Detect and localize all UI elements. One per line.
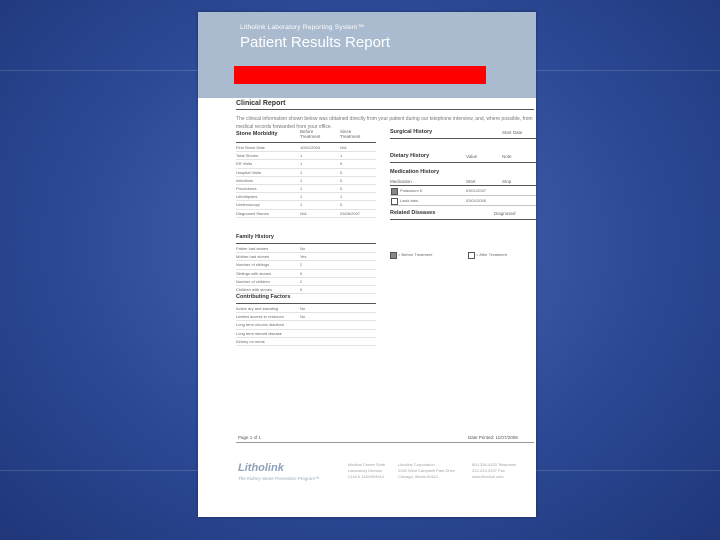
- dietary-history-heading: Dietary History: [390, 153, 430, 159]
- page-number: Page 1 of 1: [238, 435, 262, 440]
- table-row: [236, 193, 376, 201]
- table-row: [236, 169, 376, 177]
- table-row: [236, 305, 376, 313]
- divider: [236, 303, 376, 304]
- footer-address: Medical Center Suite Laboratory Director CLIA # 14D0903914: [348, 462, 386, 479]
- legend-before-label: = Before Treatment: [398, 252, 433, 257]
- col-since-treatment: Since Treatment: [340, 129, 361, 139]
- footer-contact: 800-338-4333 Telephone 312-243-3297 Fax www.litholink.com: [472, 462, 517, 479]
- table-cell: Number of children: [236, 278, 270, 284]
- section-title: Clinical Report: [236, 100, 286, 107]
- table-row: [236, 270, 376, 278]
- table-cell: Siblings with stones: [236, 270, 272, 276]
- col-before-treatment: Before Treatment: [300, 129, 321, 139]
- medication-history-heading: Medication History: [390, 169, 440, 175]
- medication-start: 03/01/2005: [466, 198, 487, 203]
- table-cell: Procedures: [236, 185, 257, 191]
- table-cell: 1: [300, 161, 303, 167]
- divider: [390, 162, 536, 163]
- medication-name: Potassium K: [400, 188, 423, 193]
- surgical-history-heading: Surgical History: [390, 129, 433, 135]
- table-cell: Lithotripsies: [236, 194, 258, 200]
- medication-start: 03/01/2007: [466, 188, 487, 193]
- table-cell: N/A: [340, 145, 347, 150]
- table-cell: 10/01/2004: [300, 145, 321, 150]
- table-cell: N/A: [300, 210, 307, 216]
- footer-office: Litholink Corporation 2250 West Campbell Park Drive Chicago, Illinois 60612: [398, 462, 455, 479]
- table-row: [236, 321, 376, 329]
- table-cell: 1: [340, 153, 343, 159]
- table-cell: No: [300, 306, 306, 311]
- table-cell: 0: [340, 185, 343, 191]
- table-cell: Active dry and sweating: [236, 306, 279, 311]
- table-cell: Children with stones: [236, 286, 273, 292]
- table-cell: Number of siblings: [236, 262, 270, 268]
- table-cell: Yes: [300, 254, 307, 260]
- surgical-col-start: Start Date: [502, 130, 523, 135]
- table-cell: ER Visits: [236, 161, 253, 167]
- table-cell: 03/06/2007: [340, 210, 361, 216]
- table-cell: 2: [300, 262, 303, 268]
- table-cell: 0: [340, 177, 343, 183]
- table-cell: Long term chronic diarrhea: [236, 322, 284, 328]
- medication-name: Lasix tabs: [400, 198, 419, 203]
- medication-row: [390, 187, 536, 195]
- table-cell: 0: [300, 270, 303, 276]
- table-cell: Ureteroscopy: [236, 202, 260, 208]
- table-row: [236, 253, 376, 261]
- table-cell: No: [300, 246, 306, 251]
- family-history-heading: Family History: [236, 234, 274, 240]
- family-history-table: [236, 245, 376, 294]
- table-row: [236, 210, 376, 218]
- divider: [390, 138, 536, 139]
- treatment-legend: [390, 251, 536, 259]
- before-treatment-icon: [390, 252, 397, 259]
- table-row: [236, 330, 376, 338]
- dietary-col-value: Value: [466, 154, 478, 159]
- table-row: [236, 177, 376, 185]
- after-treatment-icon: [391, 198, 398, 205]
- dietary-col-note: Note: [502, 154, 512, 159]
- table-row: [236, 278, 376, 286]
- brand-line: Litholink Laboratory Reporting System™: [240, 24, 365, 31]
- medication-col-start: Start: [466, 179, 476, 184]
- table-cell: 0: [300, 286, 303, 292]
- table-cell: 1: [300, 202, 303, 208]
- table-cell: 1: [300, 153, 303, 159]
- table-cell: Infections: [236, 177, 254, 183]
- contributing-factors-table: [236, 305, 376, 346]
- table-row: [236, 338, 376, 346]
- table-cell: 0: [340, 169, 343, 175]
- contributing-factors-heading: Contributing Factors: [236, 294, 291, 300]
- intro-text: The clinical information shown below was obtained directly from your patient during our telephone interview, and, where possible, from medical records forwarded from your office.: [236, 116, 533, 130]
- related-col-diagnosed: Diagnosed: [494, 211, 516, 216]
- divider: [236, 243, 376, 244]
- report-page: [198, 12, 536, 517]
- medication-row: [390, 197, 536, 205]
- table-row: [236, 286, 376, 294]
- divider: [236, 142, 376, 143]
- table-cell: 1: [300, 194, 303, 200]
- table-row: [236, 245, 376, 253]
- table-cell: 1: [300, 169, 303, 175]
- litholink-logo: Litholink: [238, 462, 284, 474]
- table-cell: 1: [340, 194, 343, 200]
- date-printed: Date Printed: 11/07/2008: [468, 435, 518, 440]
- table-cell: Limited access to restroom: [236, 314, 284, 320]
- table-row: [236, 201, 376, 209]
- table-row: [236, 144, 376, 152]
- table-cell: Kidney on meds: [236, 338, 265, 344]
- stone-morbidity-heading: Stone Morbidity: [236, 131, 278, 137]
- report-banner: [198, 12, 536, 98]
- table-cell: 1: [300, 185, 303, 191]
- table-cell: Father had stones: [236, 246, 269, 251]
- divider: [236, 109, 534, 110]
- medication-col-name: Medication: [390, 179, 412, 184]
- legend-after-label: = After Treatment: [476, 252, 507, 257]
- divider: [390, 219, 536, 220]
- before-treatment-icon: [391, 188, 398, 195]
- redaction-bar: [234, 66, 486, 84]
- divider: [390, 205, 536, 206]
- report-title: Patient Results Report: [240, 34, 391, 51]
- divider: [390, 185, 536, 186]
- table-cell: Mother had stones: [236, 254, 270, 260]
- medication-col-stop: Stop: [502, 179, 512, 184]
- divider: [390, 195, 536, 196]
- table-cell: 0: [340, 202, 343, 208]
- table-cell: Hospital Visits: [236, 169, 262, 175]
- table-row: [236, 313, 376, 321]
- logo-tagline: The Kidney Stone Prevention Program™: [238, 476, 320, 481]
- table-row: [236, 160, 376, 168]
- table-row: [236, 152, 376, 160]
- related-diseases-heading: Related Diseases: [390, 210, 436, 216]
- table-row: [236, 261, 376, 269]
- table-cell: No: [300, 314, 306, 320]
- table-cell: 1: [300, 177, 303, 183]
- after-treatment-icon: [468, 252, 475, 259]
- table-row: [236, 185, 376, 193]
- table-cell: Diagnosed Stones: [236, 210, 269, 216]
- table-cell: 2: [300, 278, 303, 284]
- table-cell: First Stone Date: [236, 145, 265, 150]
- divider: [236, 442, 534, 443]
- table-cell: 0: [340, 161, 343, 167]
- table-cell: Long term steroid disease: [236, 330, 283, 336]
- table-cell: Total Stones: [236, 153, 259, 159]
- stone-morbidity-table: [236, 144, 376, 218]
